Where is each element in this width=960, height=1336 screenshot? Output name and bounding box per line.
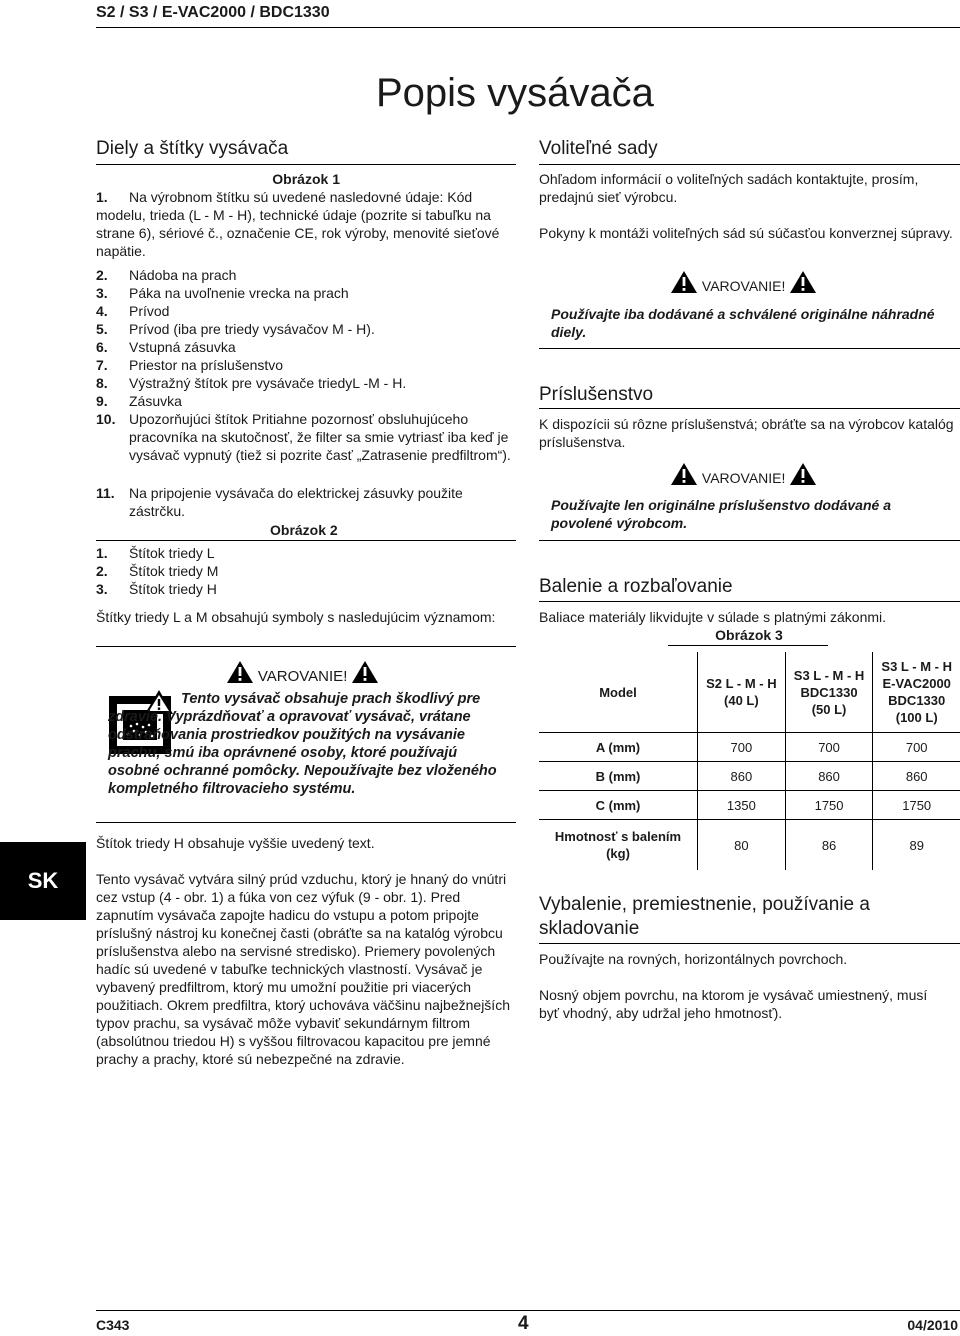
section-rule <box>539 348 960 349</box>
figure-2-rule <box>96 540 516 541</box>
list-item-number: 10. <box>96 411 116 427</box>
warning-triangle-icon <box>670 462 698 486</box>
list-item <box>96 562 516 580</box>
warning-triangle-icon <box>789 462 817 486</box>
handling-text-1: Používajte na rovných, horizontálnych povrchoch. <box>539 951 848 967</box>
warning-label: VAROVANIE! <box>701 278 786 294</box>
list-item <box>96 356 516 374</box>
table-row-label: Hmotnosť s balením (kg) <box>554 829 682 861</box>
packaging-text: Baliace materiály likvidujte v súlade s platnými zákonmi. <box>539 609 887 625</box>
table-cell: 1750 <box>785 791 873 820</box>
list-item <box>96 320 516 338</box>
footer-date: 04/2010 <box>907 1317 958 1333</box>
table-header-row <box>539 652 960 733</box>
table-cell: 700 <box>785 733 873 762</box>
list-item-text: Nádoba na prach <box>129 267 237 283</box>
table-cell: 860 <box>873 762 960 791</box>
figure-1-label: Obrázok 1 <box>272 171 340 187</box>
table-header-line: (40 L) <box>724 693 759 708</box>
list-item-text: Na výrobnom štítku sú uvedené nasledovné údaje: Kód modelu, trieda (L - M - H), technické údaje (pozrite si tabuľku na strane 6), sériové č., označenie CE, rok výroby, menovité sieťové napätie. <box>96 189 500 259</box>
warning-triangle-icon <box>351 660 379 684</box>
section-title-accessories: Príslušenstvo <box>539 384 654 405</box>
list-item-text: Štítok triedy H <box>129 581 217 597</box>
section-title-parts: Diely a štítky vysávača <box>96 138 289 159</box>
list-item-number: 9. <box>96 393 108 409</box>
list-item-number: 2. <box>96 267 108 283</box>
table-cell: 80 <box>698 820 786 871</box>
table-cell: 700 <box>873 733 960 762</box>
footer-doc-code: C343 <box>96 1317 130 1333</box>
list-item-number: 3. <box>96 285 108 301</box>
figure-2-label: Obrázok 2 <box>270 522 338 538</box>
warning-triangle-icon <box>670 270 698 294</box>
table-cell: 860 <box>785 762 873 791</box>
list-item-number: 1. <box>96 545 108 561</box>
list-item-text: Páka na uvoľnenie vrecka na prach <box>129 285 349 301</box>
list-item <box>96 410 516 463</box>
list-item <box>96 374 516 392</box>
table-cell: 1350 <box>698 791 786 820</box>
list-item-text: Štítok triedy L <box>129 545 215 561</box>
figure-3-label: Obrázok 3 <box>715 627 783 643</box>
table-header-line: S2 L - M - H <box>706 676 777 691</box>
list-item <box>96 302 516 320</box>
list-item-text: Prívod (iba pre triedy vysávačov M - H). <box>129 321 375 337</box>
warning-heading <box>226 660 379 686</box>
warning-label: VAROVANIE! <box>257 668 348 685</box>
list-item <box>96 484 516 519</box>
section-rule <box>96 822 516 823</box>
table-header-line: S3 L - M - H <box>881 659 952 674</box>
table-row <box>539 733 960 762</box>
accessories-text: K dispozícii sú rôzne príslušenstvá; obráťte sa na výrobcov katalóg príslušenstva. <box>539 416 954 450</box>
list-item-text: Upozorňujúci štítok Pritiahne pozornosť obsluhujúceho pracovníka na skutočnosť, že filter sa smie vytriasť iba keď je vysávač vypnutý (tiež si pozrite časť „Zatrasenie predfiltrom“). <box>129 411 511 463</box>
handling-text-2: Nosný objem povrchu, na ktorom je vysávač umiestnený, musí byť vhodný, aby udržal jeho hmotnosť). <box>539 987 928 1021</box>
list-item-number: 5. <box>96 321 108 337</box>
list-item-number: 7. <box>96 357 108 373</box>
list-item-text: Vstupná zásuvka <box>129 339 236 355</box>
list-item <box>96 392 516 410</box>
table-header-line: BDC1330 <box>888 693 946 708</box>
warning-triangle-icon <box>226 660 254 684</box>
warning-heading <box>670 462 817 487</box>
list-item <box>96 188 516 260</box>
section-rule <box>539 943 960 944</box>
warning-heading <box>670 270 817 295</box>
table-header-line: BDC1330 <box>800 684 858 700</box>
page-title: Popis vysávača <box>376 71 654 115</box>
table-header-line: S3 L - M - H <box>793 667 865 683</box>
list-item-number: 4. <box>96 303 108 319</box>
list-item <box>96 266 516 284</box>
table-header-cell <box>873 652 960 733</box>
section-rule <box>539 540 960 541</box>
table-cell: 89 <box>873 820 960 871</box>
section-rule <box>96 646 516 647</box>
list-item <box>96 544 516 562</box>
warning-text: Tento vysávač obsahuje prach škodlivý pre zdravie. Vyprázdňovať a opravovať vysávač, vrátane odstraňovania prostriedkov použitých na vysávanie prachu, smú iba oprávnené osoby, ktoré používajú osobné ochranné pomôcky. Nepoužívajte bez vloženého kompletného filtrovacieho systému. <box>108 691 497 797</box>
list-item-number: 6. <box>96 339 108 355</box>
list-item <box>96 284 516 302</box>
optional-kits-text-1: Ohľadom informácií o voliteľných sadách kontaktujte, prosím, predajnú sieť výrobcu. <box>539 171 919 205</box>
list-item <box>96 580 516 598</box>
table-row-label: C (mm) <box>539 791 698 820</box>
list-item-text: Výstražný štítok pre vysávače triedyL -M - H. <box>129 375 407 391</box>
figure-3-rule <box>668 645 828 646</box>
table-header-line: (50 L) <box>811 701 847 717</box>
list-item <box>96 338 516 356</box>
list-item-number: 3. <box>96 581 108 597</box>
class-h-note: Štítok triedy H obsahuje vyššie uvedený text. <box>96 835 375 851</box>
table-cell: 86 <box>785 820 873 871</box>
table-corner-cell: Model <box>539 652 698 733</box>
table-header-cell <box>785 652 873 733</box>
table-row-label: A (mm) <box>539 733 698 762</box>
list-item-number: 2. <box>96 563 108 579</box>
section-rule <box>539 601 960 602</box>
list-item-number: 1. <box>96 189 108 205</box>
section-title-packaging: Balenie a rozbaľovanie <box>539 576 733 597</box>
warning-text: Používajte len originálne príslušenstvo dodávané a povolené výrobcom. <box>551 497 891 531</box>
language-tab: SK <box>0 842 86 920</box>
optional-kits-text-2: Pokyny k montáži voliteľných sád sú súčasťou konverznej súpravy. <box>539 225 953 241</box>
table-row <box>539 791 960 820</box>
header-model-line: S2 / S3 / E-VAC2000 / BDC1330 <box>96 4 330 21</box>
header-divider <box>96 27 960 28</box>
body-text: Tento vysávač vytvára silný prúd vzduchu, ktorý je hnaný do vnútri cez vstup (4 - obr. 1) a fúka von cez výfuk (9 - obr. 1). Pred zapnutím vysávača zapojte hadicu do vstupu a potom pripojte príslušný nástroj ku konečnej časti (obráťte sa na katalóg výrobcu príslušenstva alebo na servisné stredisko). Priemery povolených hadíc sú uvedené v tabuľke technických vlastností. Vysávač je vybavený predfiltrom, ktorý mu umožní použitie pri viacerých použitiach. Okrem predfiltra, ktorý uchováva väčšinu najbežnejších typov prachu, sa vysávač môže vybaviť sekundárnym filtrom (absolútnou triedou H) s vyššou filtrovacou kapacitou pre jemné prachy a prachy, ktoré sú nebezpečné na zdravie. <box>96 871 510 1067</box>
list-item-number: 11. <box>96 485 115 501</box>
list-item-text: Zásuvka <box>129 393 182 409</box>
section-rule <box>96 164 516 165</box>
list-item-text: Štítok triedy M <box>129 563 219 579</box>
table-row <box>539 820 960 871</box>
dimensions-table <box>539 652 960 870</box>
symbols-note: Štítky triedy L a M obsahujú symboly s nasledujúcim významom: <box>96 609 496 625</box>
table-header-line: E-VAC2000 <box>882 676 951 691</box>
warning-text: Používajte iba dodávané a schválené originálne náhradné diely. <box>551 306 935 340</box>
list-item-text: Prívod <box>129 303 170 319</box>
warning-triangle-icon <box>789 270 817 294</box>
section-title-handling: Vybalenie, premiestnenie, používanie a skladovanie <box>539 894 870 939</box>
list-item-text: Priestor na príslušenstvo <box>129 357 284 373</box>
section-rule <box>539 164 960 165</box>
section-rule <box>539 408 960 409</box>
table-cell: 1750 <box>873 791 960 820</box>
table-header-line: (100 L) <box>895 710 938 725</box>
footer-page-number: 4 <box>518 1313 529 1334</box>
list-item-number: 8. <box>96 375 108 391</box>
table-row <box>539 762 960 791</box>
section-title-optional-kits: Voliteľné sady <box>539 138 658 159</box>
table-cell: 860 <box>698 762 786 791</box>
list-item-text: Na pripojenie vysávača do elektrickej zásuvky použite zástrčku. <box>129 485 463 519</box>
table-cell: 700 <box>698 733 786 762</box>
footer-divider <box>96 1310 960 1311</box>
warning-label: VAROVANIE! <box>701 470 786 486</box>
table-header-cell <box>698 652 786 733</box>
table-row-label: B (mm) <box>539 762 698 791</box>
